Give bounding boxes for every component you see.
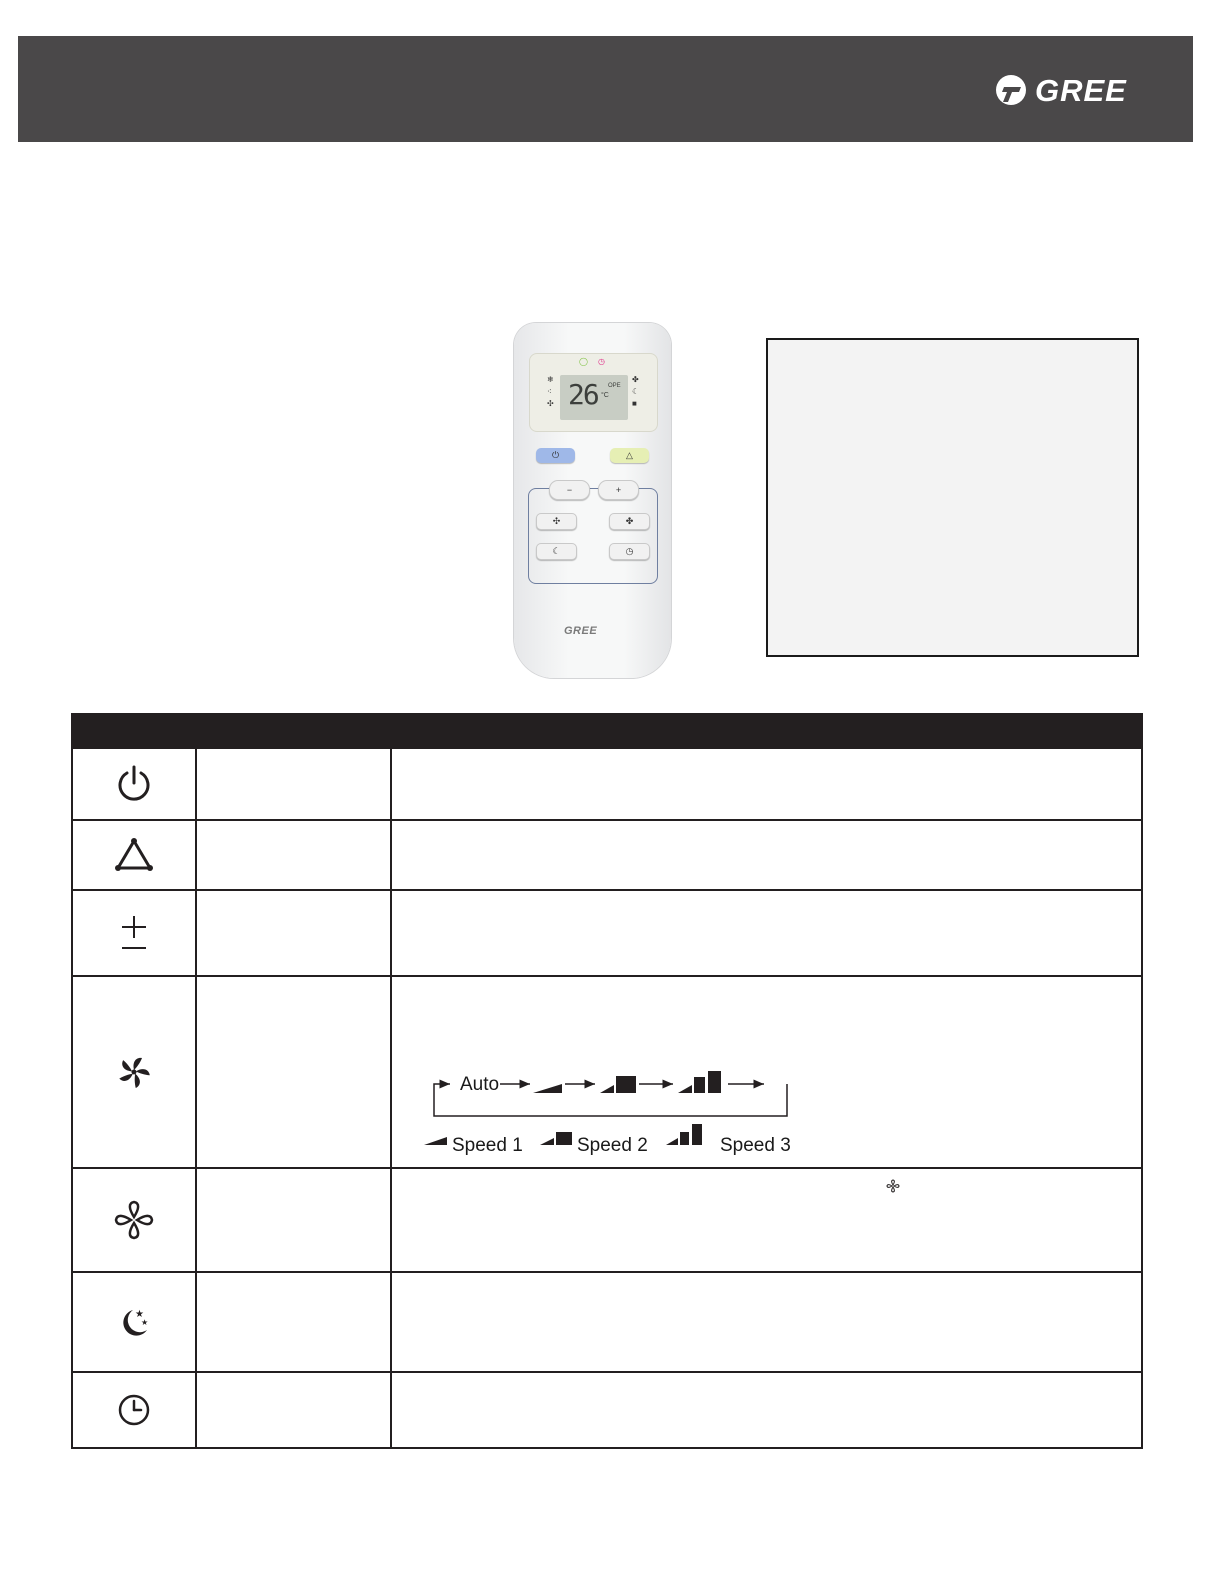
lcd-lock-icon: ■ bbox=[632, 399, 637, 408]
table-row bbox=[72, 1272, 1142, 1372]
plus-minus-icon bbox=[119, 914, 149, 952]
table-header-row bbox=[72, 714, 1142, 748]
table-row bbox=[72, 890, 1142, 976]
legend-speed3-icon bbox=[666, 1124, 702, 1145]
legend-speed1: Speed 1 bbox=[452, 1135, 523, 1156]
lcd-dry-icon: ⁖ bbox=[547, 387, 552, 396]
table-header-cell bbox=[72, 714, 196, 748]
icon-cell bbox=[72, 1372, 196, 1448]
mode-icon bbox=[114, 837, 154, 873]
remote-button-panel bbox=[528, 488, 658, 584]
icon-cell bbox=[72, 748, 196, 820]
functions-table bbox=[71, 713, 1143, 1449]
legend-speed2: Speed 2 bbox=[577, 1135, 648, 1156]
lcd-signal: OPE bbox=[608, 383, 621, 389]
remote-control bbox=[514, 323, 671, 678]
speed-cycle-auto: Auto bbox=[460, 1074, 500, 1095]
table-row bbox=[72, 820, 1142, 890]
speed2-bars-icon bbox=[600, 1076, 636, 1093]
gree-logo bbox=[995, 74, 1145, 108]
remote-logo: GREE bbox=[564, 625, 598, 637]
lcd-swing-icon: ✤ bbox=[632, 375, 639, 384]
sleep-icon bbox=[116, 1304, 152, 1340]
lcd-unit: °C bbox=[601, 392, 609, 399]
description-cell bbox=[391, 890, 1142, 976]
table-row bbox=[72, 1372, 1142, 1448]
remote-lcd bbox=[560, 375, 628, 420]
description-cell bbox=[391, 820, 1142, 890]
icon-cell bbox=[72, 1168, 196, 1272]
name-cell bbox=[196, 890, 391, 976]
table-row bbox=[72, 748, 1142, 820]
info-box bbox=[766, 338, 1139, 657]
remote-sleep-button[interactable]: ☾ bbox=[536, 543, 577, 560]
svg-text:★: ★ bbox=[135, 1309, 144, 1320]
remote-plus-button[interactable]: + bbox=[598, 480, 639, 500]
description-cell bbox=[391, 1372, 1142, 1448]
description-cell bbox=[391, 1272, 1142, 1372]
gree-logo-icon bbox=[995, 74, 1031, 106]
name-cell bbox=[196, 1272, 391, 1372]
swing-inline-icon bbox=[886, 1179, 900, 1193]
table-header-cell bbox=[196, 714, 391, 748]
remote-timer-button[interactable]: ◷ bbox=[609, 543, 650, 560]
lcd-indicator-green-icon: ◯ bbox=[579, 357, 588, 366]
power-icon bbox=[114, 764, 154, 804]
remote-fan-button[interactable]: ✣ bbox=[536, 513, 577, 530]
description-cell bbox=[391, 1168, 1142, 1272]
lcd-cool-icon: ❄ bbox=[547, 375, 554, 384]
icon-cell bbox=[72, 820, 196, 890]
name-cell bbox=[196, 748, 391, 820]
table-header-cell bbox=[391, 714, 1142, 748]
brand-name: GREE bbox=[1035, 73, 1127, 108]
lcd-indicator-pink-icon: ◷ bbox=[598, 357, 605, 366]
lcd-temperature: 26 bbox=[568, 378, 598, 411]
description-cell bbox=[391, 748, 1142, 820]
name-cell bbox=[196, 976, 391, 1168]
legend-speed2-icon bbox=[540, 1132, 572, 1145]
swing-icon bbox=[113, 1199, 155, 1241]
name-cell bbox=[196, 820, 391, 890]
table-row bbox=[72, 976, 1142, 1168]
remote-swing-button[interactable]: ✤ bbox=[609, 513, 650, 530]
description-cell bbox=[391, 976, 1142, 1168]
name-cell bbox=[196, 1372, 391, 1448]
icon-cell bbox=[72, 890, 196, 976]
legend-speed1-icon bbox=[424, 1137, 447, 1145]
fan-speed-icon bbox=[117, 1055, 151, 1089]
remote-lcd-frame bbox=[529, 353, 658, 432]
lcd-sleep-icon: ☾ bbox=[632, 387, 640, 396]
speed1-bars-icon bbox=[533, 1084, 562, 1093]
name-cell bbox=[196, 1168, 391, 1272]
timer-icon bbox=[117, 1393, 151, 1427]
speed-cycle-arrows bbox=[392, 992, 1092, 1152]
icon-cell bbox=[72, 1272, 196, 1372]
svg-text:★: ★ bbox=[141, 1318, 149, 1327]
legend-speed3: Speed 3 bbox=[720, 1135, 791, 1156]
table-row bbox=[72, 1168, 1142, 1272]
speed3-bars-icon bbox=[678, 1071, 721, 1093]
fan-speed-cycle-diagram bbox=[392, 992, 1092, 1156]
remote-power-button[interactable]: ⏻ bbox=[536, 448, 575, 463]
icon-cell bbox=[72, 976, 196, 1168]
lcd-fan-icon: ✣ bbox=[547, 399, 554, 408]
remote-minus-button[interactable]: − bbox=[549, 480, 590, 500]
remote-mode-button[interactable]: △ bbox=[610, 448, 649, 463]
